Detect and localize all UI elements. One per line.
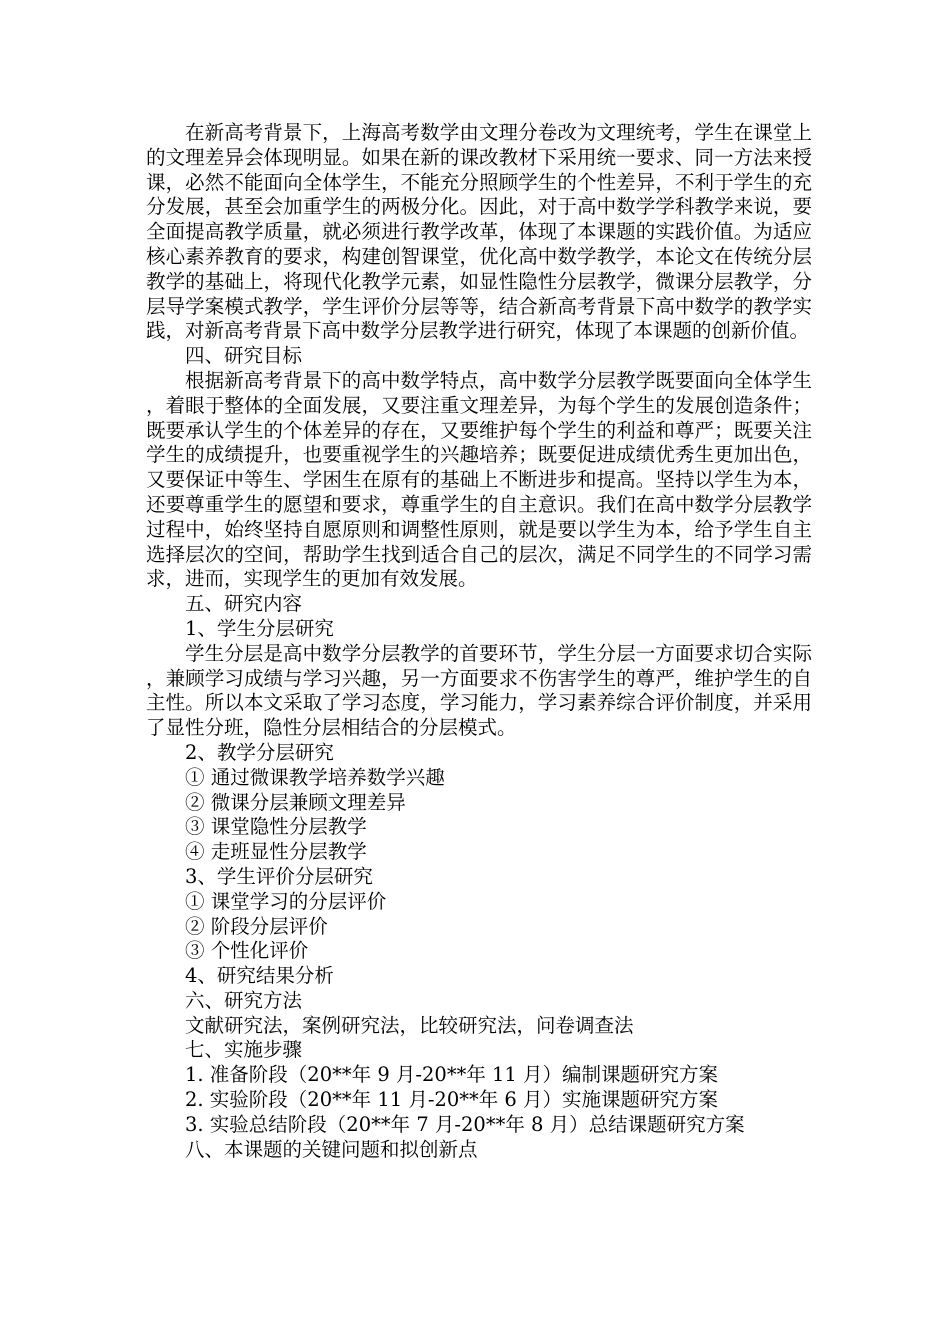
heading-research-goals: 四、研究目标 bbox=[185, 344, 303, 368]
list-item: ② 阶段分层评价 bbox=[185, 914, 328, 938]
list-item: ③ 课堂隐性分层教学 bbox=[185, 815, 367, 839]
paragraph-research-goals: 根据新高考背景下的高中数学特点，高中数学分层教学既要面向全体学生，着眼于整体的全面发展，又要注重文理差异，为每个学生的发展创造条件；既要承认学生的个体差异的存在，又要维护每个学生的利益和尊严；既要关注学生的成绩提升，也要重视学生的兴趣培养；既要促进成绩优秀生更加出色，又要保证中等生、学困生在原有的基础上不断进步和提高。坚持以学生为本，还要尊重学生的愿望和要求，尊重学生的自主意识。我们在高中数学分层教学过程中，始终坚持自愿原则和调整性原则，就是要以学生为本，给予学生自主选择层次的空间，帮助学生找到适合自己的层次，满足不同学生的不同学习需求，进而，实现学生的更加有效发展。 bbox=[146, 368, 812, 591]
text-research-methods: 文献研究法，案例研究法，比较研究法，问卷调查法 bbox=[185, 1013, 634, 1037]
paragraph-innovation-value: 在新高考背景下，上海高考数学由文理分卷改为文理统考，学生在课堂上的文理差异会体现明显。如果在新的课改教材下采用统一要求、同一方法来授课，必然不能面向全体学生，不能充分照顾学生的个性差异，不利于学生的充分发展，甚至会加重学生的两极分化。因此，对于高中数学学科教学来说，要全面提高教学质量，就必须进行教学改革，体现了本课题的实践价值。为适应核心素养教育的要求，构建创智课堂，优化高中数学教学，本论文在传统分层教学的基础上，将现代化教学元素，如显性隐性分层教学，微课分层教学，分层导学案模式教学，学生评价分层等等，结合新高考背景下高中数学的教学实践，对新高考背景下高中数学分层教学进行研究，体现了本课题的创新价值。 bbox=[146, 121, 812, 343]
subheading-evaluation-stratification: 3、学生评价分层研究 bbox=[185, 864, 373, 888]
paragraph-student-stratification: 学生分层是高中数学分层教学的首要环节，学生分层一方面要求切合实际，兼顾学习成绩与学习兴趣，另一方面要求不伤害学生的尊严，维护学生的自主性。所以本文采取了学习态度，学习能力，学习素养综合评价制度，并采用了显性分班，隐性分层相结合的分层模式。 bbox=[146, 641, 812, 740]
step-item: 1. 准备阶段（20**年 9 月-20**年 11 月）编制课题研究方案 bbox=[185, 1063, 719, 1087]
list-item: ④ 走班显性分层教学 bbox=[185, 840, 367, 864]
subheading-student-stratification: 1、学生分层研究 bbox=[185, 616, 334, 640]
heading-implementation-steps: 七、实施步骤 bbox=[185, 1038, 303, 1062]
heading-research-content: 五、研究内容 bbox=[185, 592, 303, 616]
step-item: 3. 实验总结阶段（20**年 7 月-20**年 8 月）总结课题研究方案 bbox=[185, 1112, 745, 1136]
document-page bbox=[146, 121, 812, 1162]
subheading-teaching-stratification: 2、教学分层研究 bbox=[185, 740, 334, 764]
step-item: 2. 实验阶段（20**年 11 月-20**年 6 月）实施课题研究方案 bbox=[185, 1088, 719, 1112]
heading-key-issues: 八、本课题的关键问题和拟创新点 bbox=[185, 1137, 478, 1161]
subheading-result-analysis: 4、研究结果分析 bbox=[185, 964, 334, 988]
list-item: ② 微课分层兼顾文理差异 bbox=[185, 790, 406, 814]
list-item: ① 通过微课教学培养数学兴趣 bbox=[185, 765, 445, 789]
list-item: ① 课堂学习的分层评价 bbox=[185, 889, 387, 913]
list-item: ③ 个性化评价 bbox=[185, 939, 309, 963]
heading-research-methods: 六、研究方法 bbox=[185, 988, 303, 1012]
